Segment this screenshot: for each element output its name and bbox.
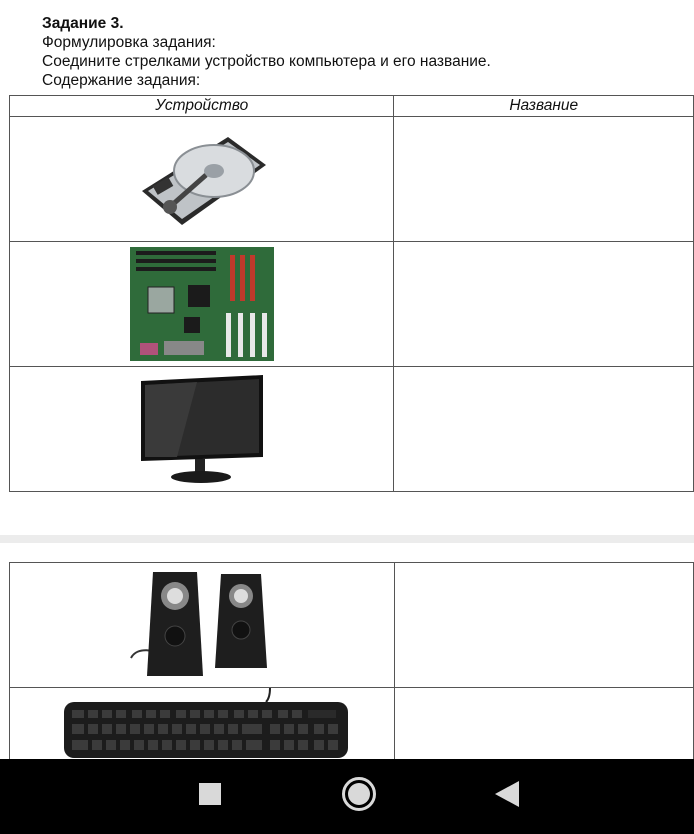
recent-apps-icon [199, 783, 221, 810]
name-cell[interactable] [394, 367, 694, 492]
device-cell [10, 367, 394, 492]
device-cell [10, 563, 395, 688]
motherboard-icon [10, 245, 393, 363]
home-button[interactable] [337, 759, 381, 834]
table-row [10, 242, 694, 367]
home-icon [341, 776, 377, 817]
back-button[interactable] [492, 759, 522, 834]
formulation-text: Соедините стрелками устройство компьютера и его название. [42, 53, 491, 70]
device-cell [10, 242, 394, 367]
table-row [10, 563, 694, 688]
table-row [10, 117, 694, 242]
speakers-icon [10, 566, 394, 684]
formulation-label: Формулировка задания: [42, 34, 216, 51]
device-cell [10, 117, 394, 242]
name-cell[interactable] [394, 117, 694, 242]
content-label: Содержание задания: [42, 72, 201, 89]
monitor-icon [10, 373, 393, 485]
name-cell[interactable] [394, 242, 694, 367]
header-device: Устройство [10, 96, 394, 117]
keyboard-icon [62, 688, 352, 763]
hard-drive-icon [10, 129, 393, 229]
name-cell[interactable] [394, 563, 693, 688]
task-title: Задание 3. [42, 15, 124, 32]
header-name: Название [394, 96, 694, 117]
table-row [10, 367, 694, 492]
devices-table-part-1 [9, 95, 694, 492]
task-header [42, 14, 491, 90]
navigation-bar [0, 759, 694, 834]
page-break [0, 535, 694, 543]
recent-apps-button[interactable] [190, 759, 230, 834]
back-icon [495, 781, 519, 812]
